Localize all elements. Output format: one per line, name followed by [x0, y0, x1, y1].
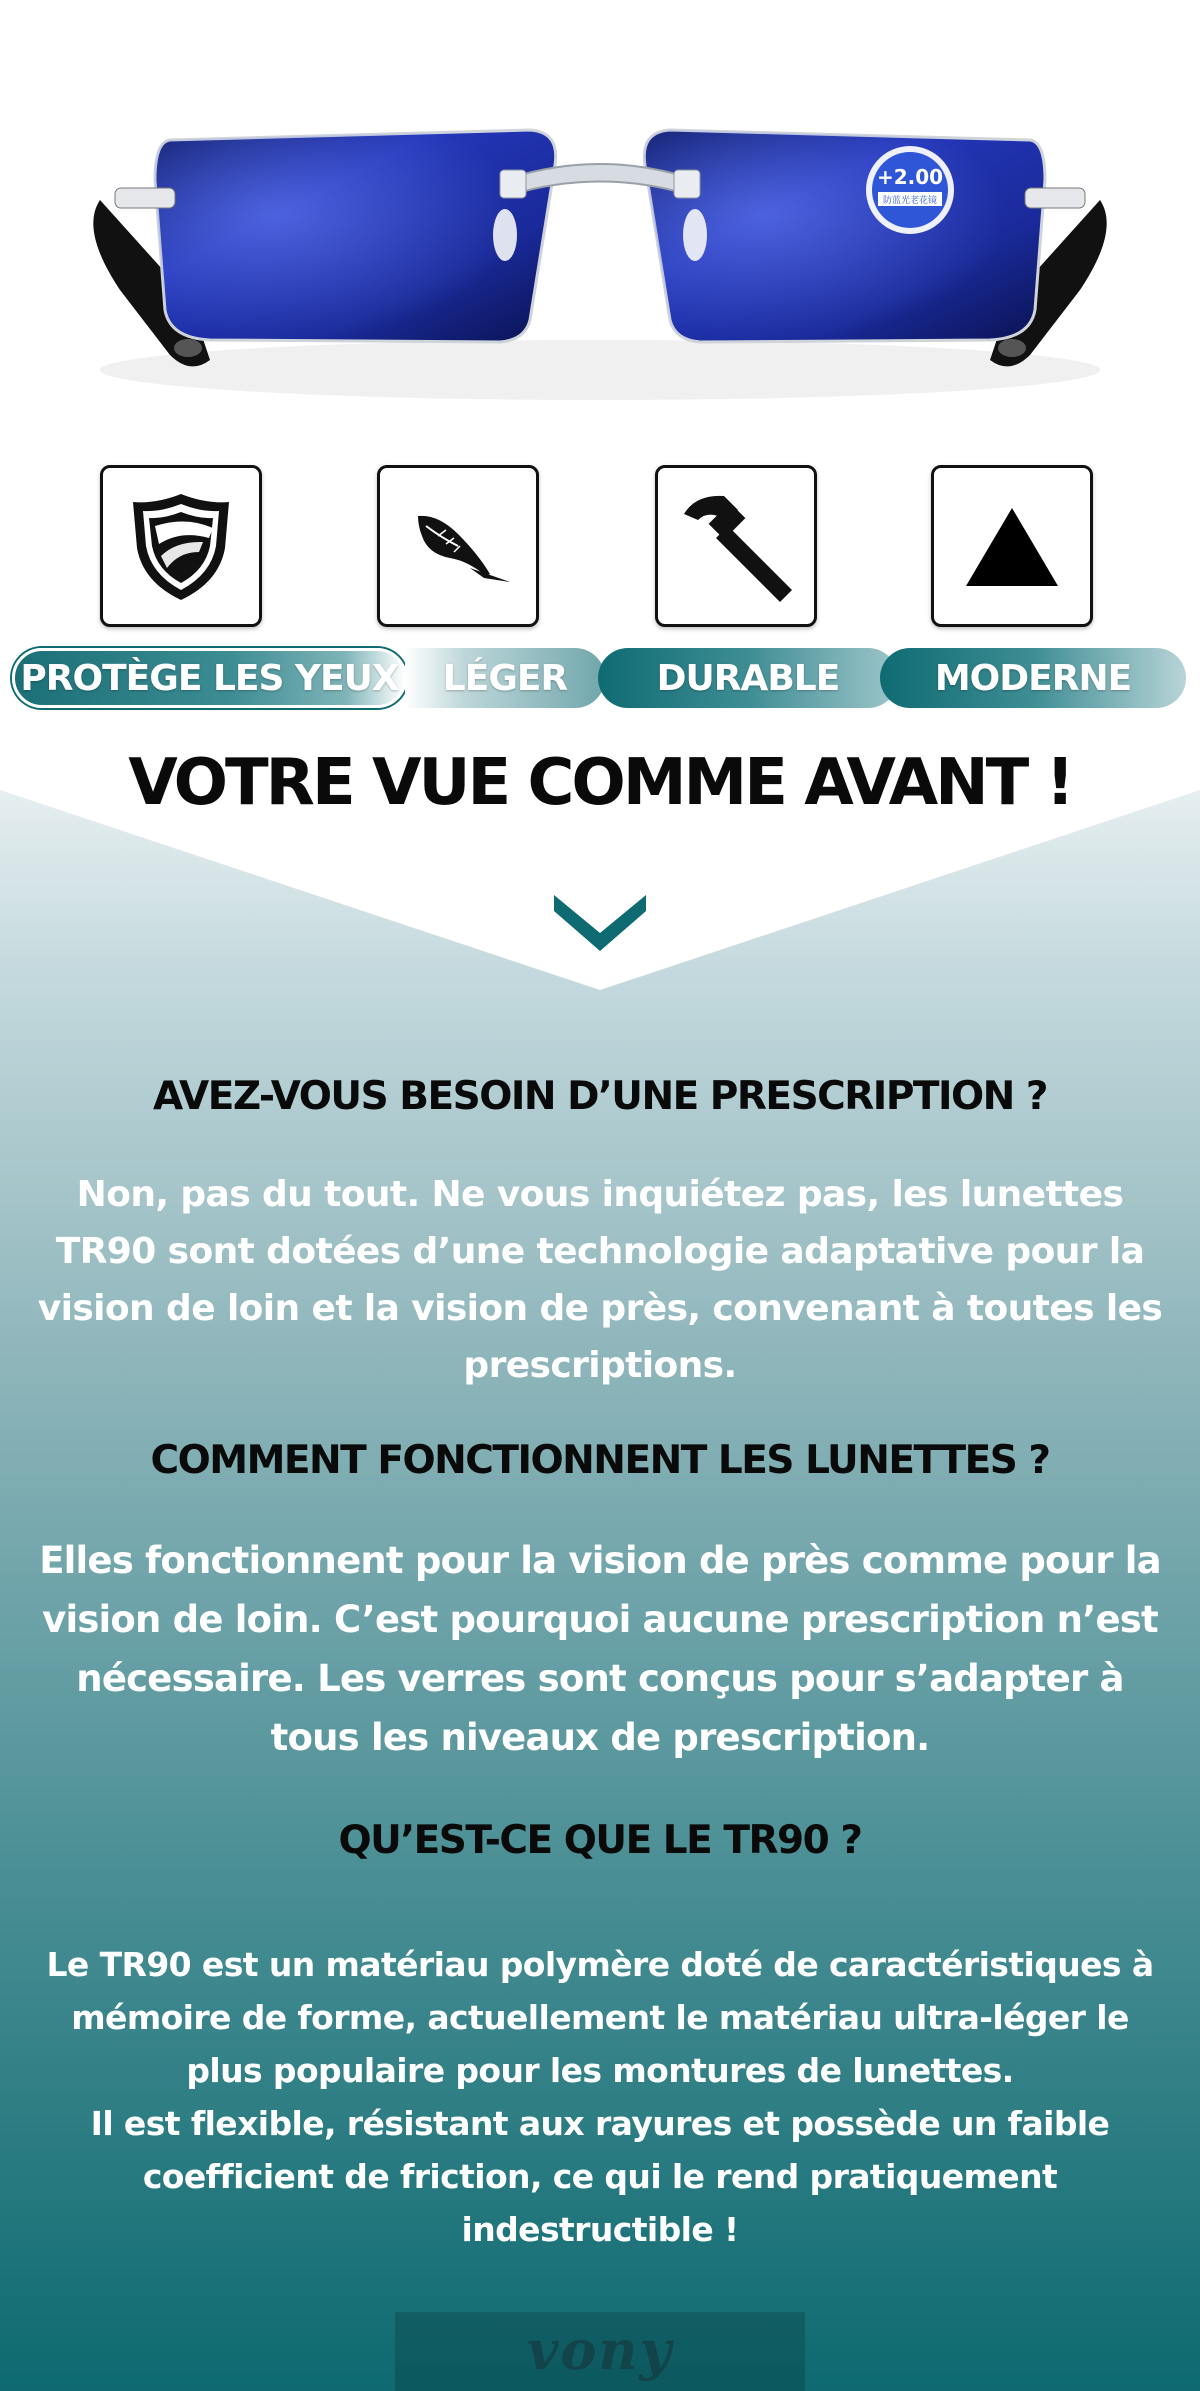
- lens-power-label: +2.00: [876, 165, 944, 189]
- feature-label-protect: PROTÈGE LES YEUX: [20, 657, 399, 699]
- feature-label-modern: MODERNE: [934, 657, 1132, 699]
- chevron-down-icon: [554, 893, 646, 953]
- section-title-how-it-works: COMMENT FONCTIONNENT LES LUNETTES ?: [150, 1438, 1050, 1483]
- hammer-icon: [666, 476, 806, 616]
- feature-feather-box: [377, 465, 539, 627]
- feature-shield-box: [100, 465, 262, 627]
- reading-glasses-image: [60, 70, 1140, 430]
- tr90-paragraph-1: Le TR90 est un matériau polymère doté de caractéristiques à mémoire de forme, actuellement le matériau ultra-léger le plus populaire pour les montures de lunettes.: [46, 1945, 1154, 2090]
- tr90-paragraph-2: Il est flexible, résistant aux rayures et possède un faible coefficient de friction, ce qui le rend pratiquement indestructible !: [90, 2104, 1110, 2249]
- section-title-tr90: QU’EST-CE QUE LE TR90 ?: [338, 1818, 862, 1863]
- feature-triangle-box: [931, 465, 1093, 627]
- main-headline: VOTRE VUE COMME AVANT !: [128, 746, 1072, 820]
- feather-icon: [398, 486, 518, 606]
- feature-label-light: LÉGER: [442, 657, 568, 699]
- section-text-tr90: [30, 1938, 1170, 2256]
- feature-pill-light: [405, 648, 605, 708]
- feature-pill-durable: [598, 648, 898, 708]
- section-title-prescription: AVEZ-VOUS BESOIN D’UNE PRESCRIPTION ?: [152, 1074, 1048, 1119]
- feature-label-durable: DURABLE: [656, 657, 840, 699]
- section-text-prescription: Non, pas du tout. Ne vous inquiétez pas, les lunettes TR90 sont dotées d’une technologie adaptative pour la vision de loin et la vision de près, convenant à toutes les prescriptions.: [37, 1174, 1163, 1386]
- triangle-icon: [952, 486, 1072, 606]
- feature-pill-protect: [12, 648, 407, 708]
- feature-hammer-box: [655, 465, 817, 627]
- lens-sticker-text: 防蓝光老花镜: [882, 196, 938, 206]
- footer-watermark-logo: vony: [526, 2318, 674, 2382]
- section-text-how-it-works: Elles fonctionnent pour la vision de près comme pour la vision de loin. C’est pourquoi aucune prescription n’est nécessaire. Les verres sont conçus pour s’adapter à tous les niveaux de prescription.: [39, 1539, 1161, 1759]
- shield-icon: [121, 486, 241, 606]
- feature-pill-modern: [880, 648, 1186, 708]
